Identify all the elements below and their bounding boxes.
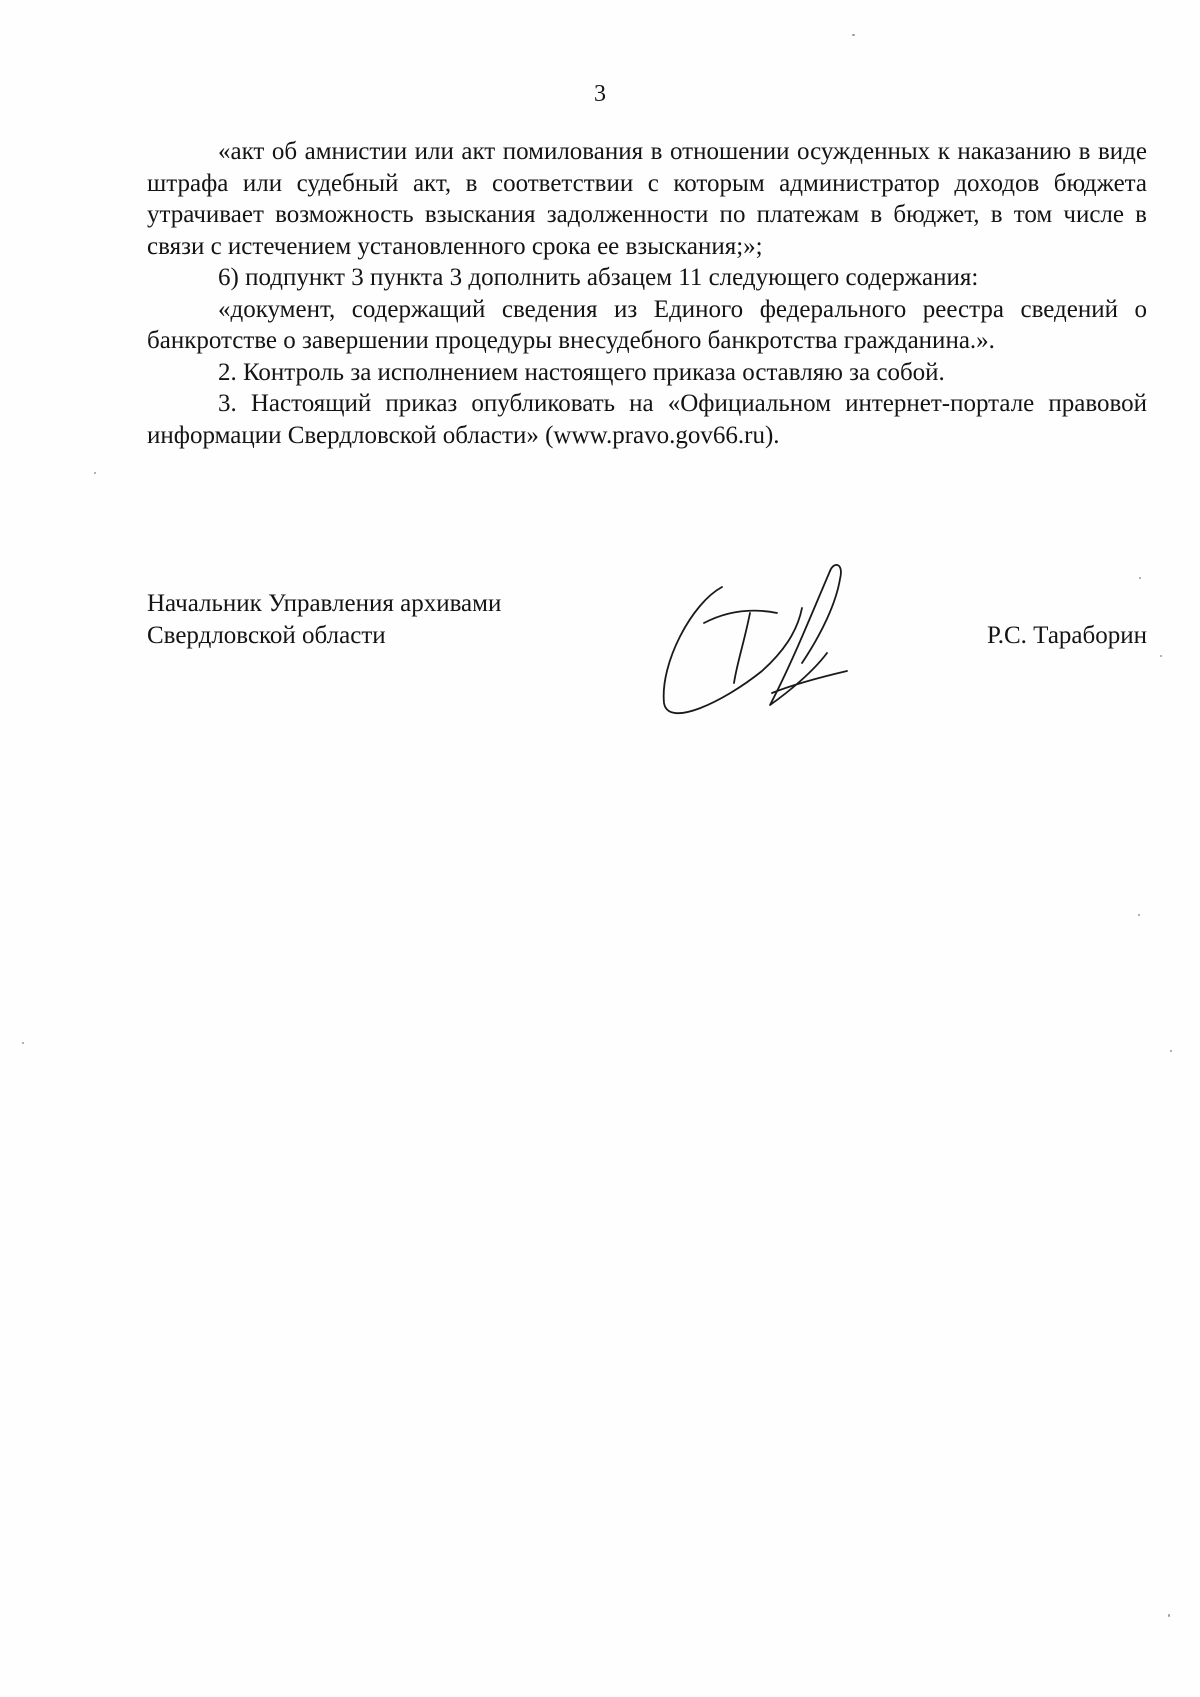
scan-speck bbox=[22, 1042, 24, 1044]
signatory-title bbox=[147, 588, 501, 651]
paragraph-quote-amnesty: «акт об амнистии или акт помилования в отношении осужденных к наказанию в виде штрафа или судебный акт, в соответствии с которым администратор доходов бюджета утрачивает возможность взыскания задолженности по платежам в бюджет, в том числе в связи с истечением установленного срока ее взыскания;»; bbox=[147, 138, 1147, 260]
document-body bbox=[147, 136, 1147, 451]
paragraph-quote-bankruptcy: «документ, содержащий сведения из Единого федерального реестра сведений о банкротстве о завершении процедуры внесудебного банкротства гражданина.». bbox=[147, 295, 1147, 354]
scan-speck bbox=[1170, 1050, 1172, 1052]
scan-speck bbox=[1139, 577, 1141, 579]
signatory-name: Р.С. Тараборин bbox=[986, 621, 1147, 649]
scan-speck bbox=[1138, 914, 1140, 916]
scan-speck bbox=[94, 472, 96, 474]
scan-speck bbox=[1168, 1614, 1170, 1617]
signatory-title-line1: Начальник Управления архивами bbox=[147, 590, 502, 617]
signature-block bbox=[147, 588, 1147, 728]
paragraph-publish: 3. Настоящий приказ опубликовать на «Официальном интернет-портале правовой информации Свердловской области» (www.pravo.gov66.ru). bbox=[147, 390, 1147, 449]
paragraph-control: 2. Контроль за исполнением настоящего приказа оставляю за собой. bbox=[218, 358, 945, 386]
signatory-title-line2: Свердловской области bbox=[147, 621, 386, 649]
paragraph-item-6: 6) подпункт 3 пункта 3 дополнить абзацем 11 следующего содержания: bbox=[218, 264, 979, 291]
handwritten-signature bbox=[652, 553, 912, 723]
page-number: 3 bbox=[594, 81, 606, 107]
scan-speck bbox=[852, 34, 855, 36]
scan-speck bbox=[1160, 655, 1162, 657]
